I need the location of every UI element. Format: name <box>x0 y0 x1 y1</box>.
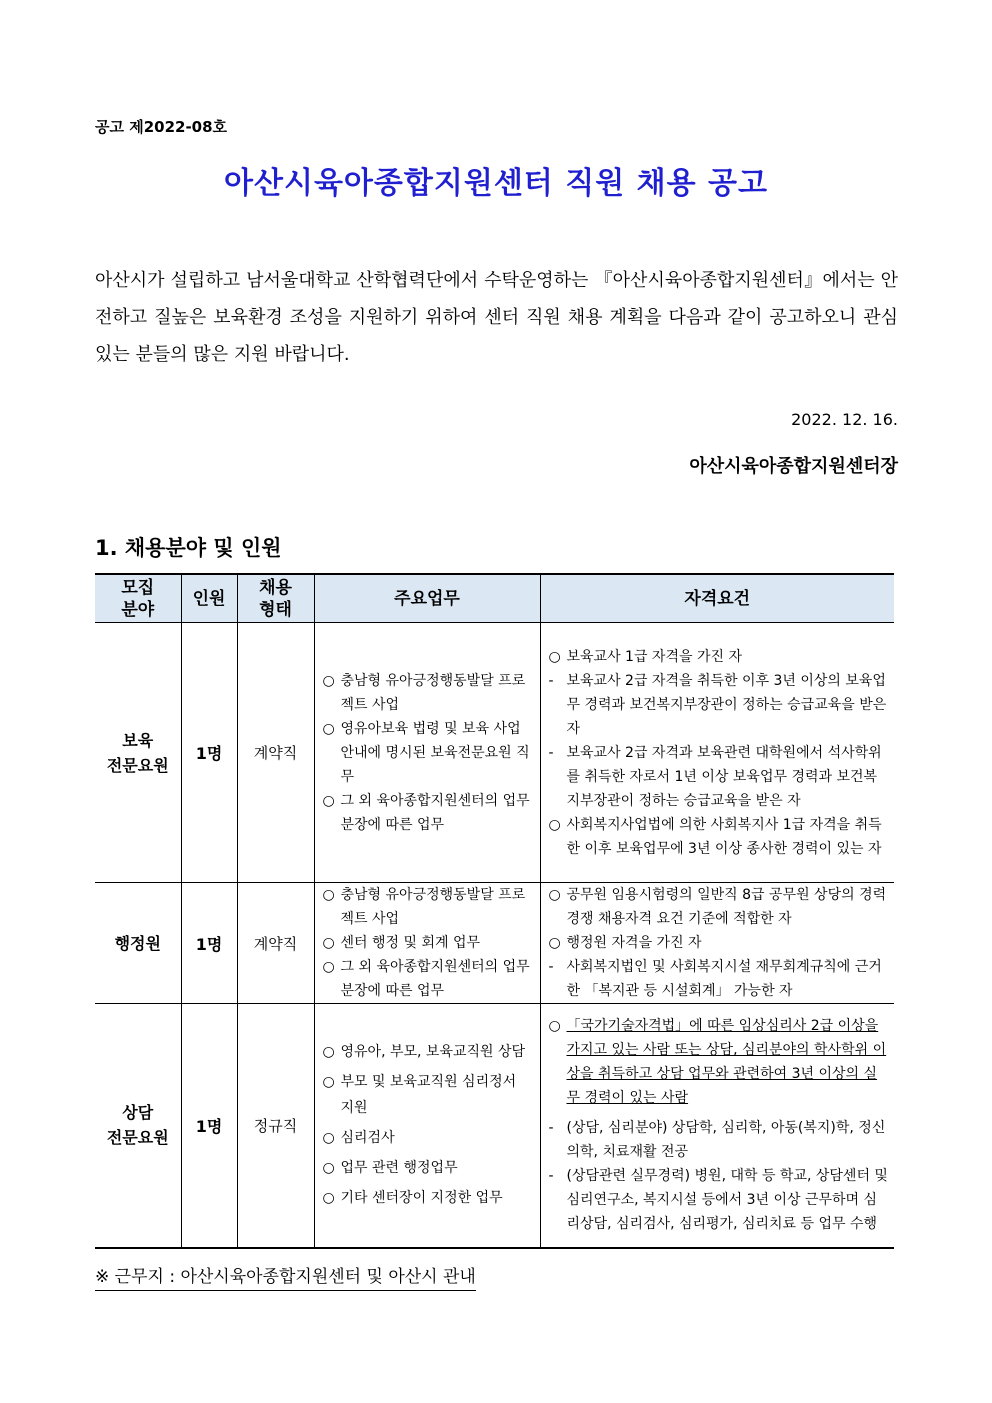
qual-text: (상담관련 실무경력) 병원, 대학 등 학교, 상담센터 및 심리연구소, 복지시설 등에서 3년 이상 근무하며 심리상담, 심리검사, 심리평가, 심리치료 등 업무 수행 <box>566 1168 888 1233</box>
bullet-mark: - <box>548 1168 554 1185</box>
duty-text: 부모 및 보육교직원 심리정서 지원 <box>340 1074 517 1117</box>
duty-text: 업무 관련 행정업무 <box>340 1160 458 1177</box>
qual-text: 보육교사 2급 자격을 취득한 이후 3년 이상의 보육업무 경력과 보건복지부장관이 정하는 승급교육을 받은 자 <box>566 672 887 737</box>
list-item <box>323 717 534 789</box>
bullet-mark: ○ <box>548 887 561 903</box>
list-item <box>323 931 534 955</box>
field-cell <box>95 1004 181 1248</box>
list-item <box>323 789 534 837</box>
quals-cell <box>540 623 894 883</box>
list-item <box>549 741 889 813</box>
header-duties: 주요업무 <box>314 574 540 623</box>
field-line1: 상담 <box>122 1103 154 1123</box>
bullet-mark: - <box>548 672 554 689</box>
field-line2: 전문요원 <box>106 1128 169 1148</box>
count-cell: 1명 <box>181 1004 237 1248</box>
duty-text: 충남형 유아긍정행동발달 프로젝트 사업 <box>340 672 526 713</box>
duty-text: 센터 행정 및 회계 업무 <box>340 935 481 951</box>
qual-text: 행정원 자격을 가진 자 <box>566 935 702 951</box>
announcement-date: 2022. 12. 16. <box>791 410 898 429</box>
bullet-mark: ○ <box>322 720 335 737</box>
list-item <box>323 1069 534 1121</box>
duties-cell <box>314 623 540 883</box>
header-type-line2: 형태 <box>259 599 292 620</box>
bullet-mark: - <box>548 744 554 761</box>
duties-cell <box>314 883 540 1004</box>
type-cell: 정규직 <box>237 1004 314 1248</box>
list-item <box>549 955 889 1003</box>
bullet-mark: ○ <box>322 887 335 903</box>
page-title: 아산시육아종합지원센터 직원 채용 공고 <box>224 166 768 201</box>
bullet-mark: ○ <box>322 792 335 809</box>
header-type <box>237 574 314 623</box>
duty-text: 그 외 육아종합지원센터의 업무분장에 따른 업무 <box>340 792 530 833</box>
list-item <box>323 1185 534 1211</box>
field-line2: 전문요원 <box>106 755 169 775</box>
list-item <box>323 669 534 717</box>
qual-text: 사회복지법인 및 사회복지시설 재무회계규칙에 근거한 「복지관 등 시설회계」 가능한 자 <box>566 959 882 999</box>
bullet-mark: ○ <box>322 1130 335 1147</box>
section-title: 1. 채용분야 및 인원 <box>95 536 282 560</box>
notice-number: 공고 제2022-08호 <box>95 118 228 136</box>
quals-cell <box>540 883 894 1004</box>
qual-text-underlined: 「국가기술자격법」에 따른 임상심리사 2급 이상을 가지고 있는 사람 또는 상담, 심리분야의 학사학위 이상을 취득하고 상담 업무와 관련하여 3년 이상의 실무 경력이 있는 사람 <box>566 1018 887 1107</box>
duty-text: 그 외 육아종합지원센터의 업무분장에 따른 업무 <box>340 959 530 999</box>
list-item <box>549 1164 889 1236</box>
bullet-mark: ○ <box>548 648 561 665</box>
list-item <box>549 813 889 861</box>
field-cell <box>95 623 181 883</box>
qual-text: 사회복지사업법에 의한 사회복지사 1급 자격을 취득한 이후 보육업무에 3년 이상 종사한 경력이 있는 자 <box>566 816 882 857</box>
list-item <box>323 1155 534 1181</box>
quals-cell <box>540 1004 894 1248</box>
bullet-mark: ○ <box>548 816 561 833</box>
bullet-mark: ○ <box>322 1044 335 1061</box>
bullet-mark: - <box>548 959 554 975</box>
header-field <box>95 574 181 623</box>
qual-text: 보육교사 2급 자격과 보육관련 대학원에서 석사학위를 취득한 자로서 1년 이상 보육업무 경력과 보건복지부장관이 정하는 승급교육을 받은 자 <box>566 744 882 809</box>
count-cell: 1명 <box>181 623 237 883</box>
type-cell: 계약직 <box>237 883 314 1004</box>
bullet-mark: ○ <box>322 1190 335 1207</box>
duties-cell <box>314 1004 540 1248</box>
signer: 아산시육아종합지원센터장 <box>689 456 898 477</box>
header-count: 인원 <box>181 574 237 623</box>
intro-paragraph: 아산시가 설립하고 남서울대학교 산학협력단에서 수탁운영하는 『아산시육아종합지원센터』에서는 안전하고 질높은 보육환경 조성을 지원하기 위하여 센터 직원 채용 계획을 다음과 같이 공고하오니 관심 있는 분들의 많은 지원 바랍니다. <box>95 270 898 365</box>
header-type-line1: 채용 <box>259 577 292 598</box>
bullet-mark: - <box>548 1120 554 1137</box>
field-line1: 보육 <box>122 730 154 750</box>
qual-text: 보육교사 1급 자격을 가진 자 <box>566 648 742 665</box>
list-item <box>549 931 889 955</box>
bullet-mark: ○ <box>322 959 335 975</box>
bullet-mark: ○ <box>548 935 561 951</box>
type-cell: 계약직 <box>237 623 314 883</box>
list-item <box>549 1116 889 1164</box>
bullet-mark: ○ <box>322 1160 335 1177</box>
header-field-line1: 모집 <box>121 577 155 598</box>
list-item <box>323 883 534 931</box>
list-item <box>323 1039 534 1065</box>
qual-text: 공무원 임용시험령의 일반직 8급 공무원 상당의 경력 경쟁 채용자격 요건 기준에 적합한 자 <box>566 887 887 927</box>
list-item <box>549 669 889 741</box>
qual-text: (상담, 심리분야) 상담학, 심리학, 아동(복지)학, 정신의학, 치료재활 전공 <box>566 1120 886 1161</box>
header-field-line2: 분야 <box>121 599 155 620</box>
bullet-mark: ○ <box>548 1018 561 1035</box>
list-item <box>549 1014 889 1110</box>
bullet-mark: ○ <box>322 672 335 689</box>
list-item <box>323 1125 534 1151</box>
bullet-mark: ○ <box>322 1074 335 1091</box>
list-item <box>323 955 534 1003</box>
count-cell: 1명 <box>181 883 237 1004</box>
recruitment-table <box>95 573 894 1249</box>
workplace-note: ※ 근무지 : 아산시육아종합지원센터 및 아산시 관내 <box>95 1262 476 1291</box>
bullet-mark: ○ <box>322 935 335 951</box>
duty-text: 충남형 유아긍정행동발달 프로젝트 사업 <box>340 887 526 927</box>
table-row <box>95 1004 894 1248</box>
field-cell: 행정원 <box>95 883 181 1004</box>
duty-text: 영유아보육 법령 및 보육 사업 안내에 명시된 보육전문요원 직무 <box>340 720 530 785</box>
table-header-row <box>95 574 894 623</box>
list-item <box>549 883 889 931</box>
duty-text: 기타 센터장이 지정한 업무 <box>340 1190 503 1207</box>
duty-text: 심리검사 <box>340 1130 395 1147</box>
list-item <box>549 645 889 669</box>
header-quals: 자격요건 <box>540 574 894 623</box>
table-row <box>95 623 894 883</box>
table-row <box>95 883 894 1004</box>
duty-text: 영유아, 부모, 보육교직원 상담 <box>340 1044 526 1061</box>
